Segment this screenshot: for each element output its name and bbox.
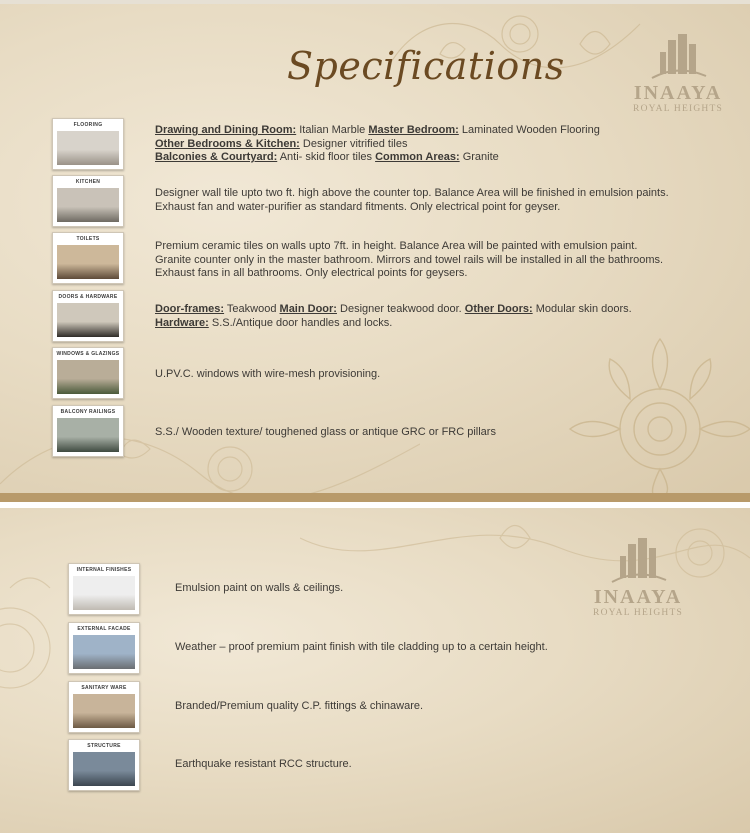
spec-value: Designer vitrified tiles	[299, 137, 408, 150]
logo-subtitle: ROYAL HEIGHTS	[633, 104, 723, 114]
spec-value: Granite	[459, 151, 499, 163]
logo-name: INAAYA	[633, 82, 723, 104]
spec-description	[155, 426, 496, 440]
spec-line	[175, 582, 343, 596]
spec-line	[175, 700, 423, 714]
spec-description	[155, 368, 380, 382]
spec-thumbnail	[68, 739, 140, 791]
thumbnail-caption: FLOORING	[73, 122, 103, 128]
spec-label: Master Bedroom:	[368, 124, 459, 136]
spec-label: Hardware:	[155, 316, 209, 329]
page-title: Specifications	[287, 44, 565, 88]
room-photo	[57, 360, 119, 394]
thumbnail-caption: BALCONY RAILINGS	[60, 409, 116, 415]
spec-line	[155, 187, 669, 201]
spec-line	[155, 303, 632, 317]
spec-thumbnail	[68, 681, 140, 733]
spec-label: Main Door:	[279, 303, 337, 315]
spec-label: Other Doors:	[464, 303, 533, 315]
spec-thumbnail	[52, 118, 124, 170]
spec-line	[155, 138, 600, 152]
spec-description	[175, 641, 548, 655]
spec-value: Italian Marble	[296, 124, 369, 136]
brand-logo-2	[588, 538, 688, 618]
spec-value: Laminated Wooden Flooring	[458, 124, 600, 136]
spec-label: Other Bedrooms & Kitchen:	[155, 137, 300, 150]
spec-line	[155, 124, 600, 138]
spec-value: S.S./Antique door handles and locks.	[208, 316, 393, 329]
spec-line	[155, 201, 669, 215]
spec-value: Branded/Premium quality C.P. fittings & chinaware.	[175, 700, 424, 712]
spec-value: S.S./ Wooden texture/ toughened glass or antique GRC or FRC pillars	[155, 426, 496, 438]
spec-value: Weather – proof premium paint finish with tile cladding up to a certain height.	[175, 641, 548, 653]
spec-description	[155, 187, 669, 214]
room-photo	[73, 694, 135, 728]
spec-value: Exhaust fans in all bathrooms. Only electrical points for geysers.	[155, 267, 468, 279]
logo-subtitle: ROYAL HEIGHTS	[593, 608, 683, 618]
spec-label: Drawing and Dining Room:	[155, 124, 297, 136]
spec-thumbnail	[52, 175, 124, 227]
spec-value: Exhaust fan and water-purifier as standard fitments. Only electrical point for geyser.	[155, 200, 561, 213]
floral-ornament-bottom-right	[560, 334, 750, 497]
spec-line	[175, 758, 352, 772]
room-photo	[57, 131, 119, 165]
thumbnail-caption: STRUCTURE	[87, 743, 121, 749]
spec-line	[155, 240, 663, 254]
spec-line	[175, 641, 548, 655]
spec-label: Balconies & Courtyard:	[155, 151, 278, 163]
spec-value: Designer teakwood door.	[336, 303, 465, 315]
spec-line	[155, 267, 663, 281]
spec-value: Earthquake resistant RCC structure.	[175, 758, 352, 770]
spec-line	[155, 368, 380, 382]
logo-name: INAAYA	[593, 586, 683, 608]
room-photo	[73, 635, 135, 669]
spec-label: Door-frames:	[155, 303, 225, 315]
thumbnail-caption: KITCHEN	[75, 179, 101, 185]
spec-description	[175, 700, 423, 714]
spec-thumbnail	[68, 563, 140, 615]
thumbnail-caption: SANITARY WARE	[81, 685, 127, 691]
spec-page-2	[0, 508, 750, 833]
spec-description	[175, 582, 343, 596]
brand-logo	[628, 34, 728, 114]
spec-value: Granite counter only in the master bathroom. Mirrors and towel rails will be installed in all the bathrooms.	[155, 253, 664, 266]
spec-value: Emulsion paint on walls & ceilings.	[175, 582, 344, 594]
room-photo	[73, 576, 135, 610]
thumbnail-caption: TOILETS	[76, 236, 100, 242]
spec-description	[155, 303, 632, 330]
room-photo	[73, 752, 135, 786]
thumbnail-caption: WINDOWS & GLAZINGS	[56, 351, 120, 357]
spec-description	[155, 240, 663, 281]
room-photo	[57, 188, 119, 222]
room-photo	[57, 245, 119, 279]
spec-label: Common Areas:	[375, 151, 460, 163]
spec-thumbnail	[68, 622, 140, 674]
thumbnail-caption: DOORS & HARDWARE	[58, 294, 118, 300]
room-photo	[57, 418, 119, 452]
building-icon	[648, 34, 708, 82]
spec-value: Anti- skid floor tiles	[277, 151, 376, 163]
spec-value: Designer wall tile upto two ft. high above the counter top. Balance Area will be finished in emulsion paints.	[155, 187, 669, 199]
page-divider	[0, 493, 750, 502]
spec-value: U.PV.C. windows with wire-mesh provisioning.	[155, 368, 381, 380]
spec-line	[155, 317, 632, 331]
spec-line	[155, 254, 663, 268]
spec-line	[155, 151, 600, 165]
spec-thumbnail	[52, 232, 124, 284]
spec-value: Modular skin doors.	[532, 303, 632, 315]
thumbnail-caption: EXTERNAL FACADE	[77, 626, 131, 632]
spec-description	[155, 124, 600, 165]
spec-line	[155, 426, 496, 440]
spec-value: Teakwood	[224, 303, 280, 315]
spec-thumbnail	[52, 290, 124, 342]
spec-value: Premium ceramic tiles on walls upto 7ft. in height. Balance Area will be painted with emulsion paint.	[155, 240, 638, 252]
spec-description	[175, 758, 352, 772]
spec-thumbnail	[52, 405, 124, 457]
building-icon	[608, 538, 668, 586]
spec-thumbnail	[52, 347, 124, 399]
thumbnail-caption: INTERNAL FINISHES	[76, 567, 132, 573]
room-photo	[57, 303, 119, 337]
